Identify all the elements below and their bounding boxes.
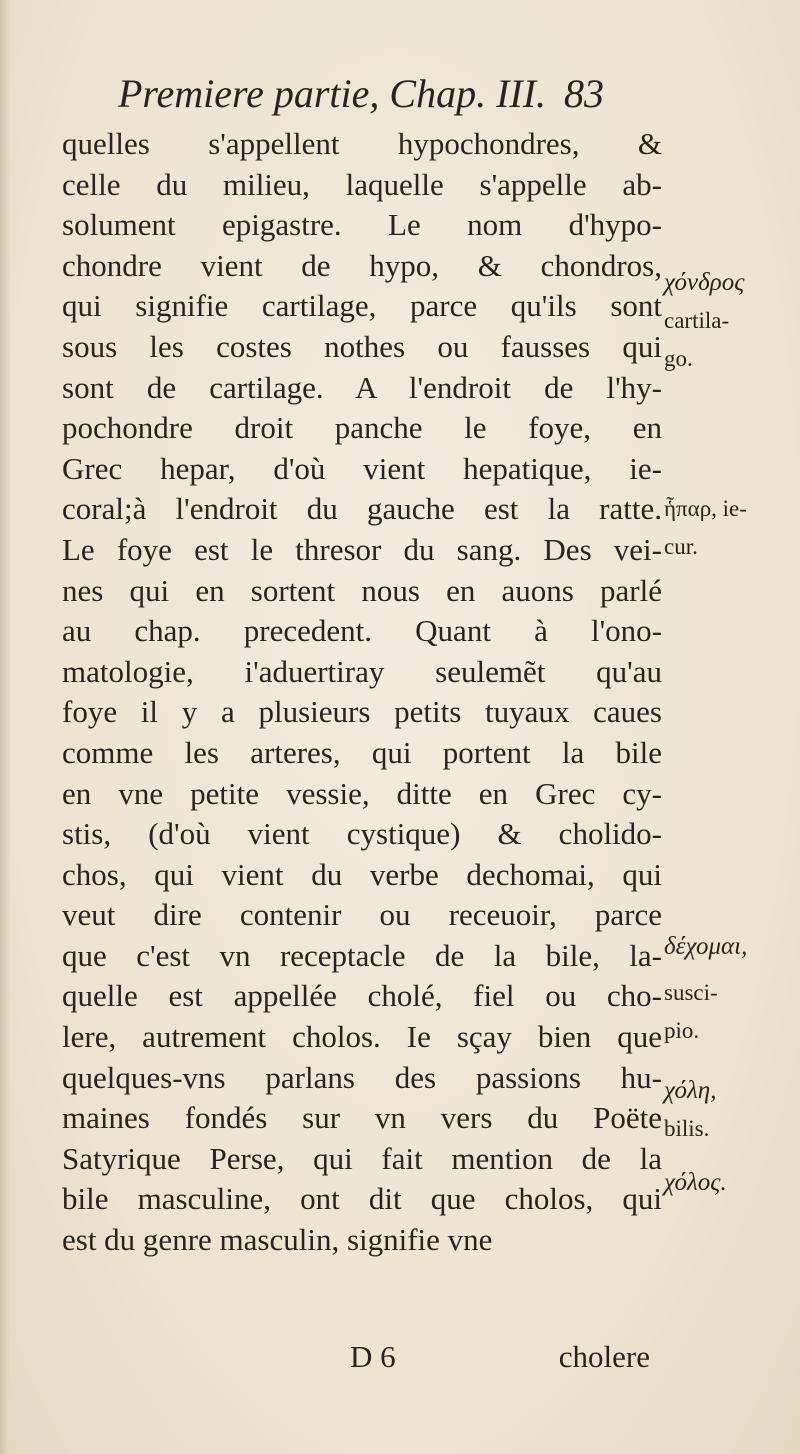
text-line: bile masculine, ont dit que cholos, qui xyxy=(62,1181,662,1217)
text-line: pochondre droit panche le foye, en xyxy=(62,410,662,446)
page-number: 83 xyxy=(564,71,605,116)
text-line: en vne petite vessie, ditte en Grec cy- xyxy=(62,775,662,811)
text-line: lere, autrement cholos. Ie sçay bien que xyxy=(62,1019,662,1055)
signature-mark: D 6 xyxy=(350,1339,396,1374)
margin-note: cur. xyxy=(664,534,698,559)
text-line: quelles s'appellent hypochondres, & xyxy=(62,126,662,161)
text-line: qui signifie cartilage, parce qu'ils sont xyxy=(62,288,662,324)
text-line: quelques-vns parlans des passions hu- xyxy=(62,1059,662,1095)
text-line: foye il y a plusieurs petits tuyaux caues xyxy=(62,694,662,730)
page-footer xyxy=(62,1335,662,1379)
text-line: chondre vient de hypo, & chondros, xyxy=(62,247,662,283)
text-line: matologie, i'aduertiray seulemẽt qu'au xyxy=(62,653,662,689)
body-text xyxy=(62,124,662,1261)
text-line: Le foye est le thresor du sang. Des vei- xyxy=(62,531,662,567)
text-line: que c'est vn receptacle de la bile, la- xyxy=(62,937,662,973)
text-line: comme les arteres, qui portent la bile xyxy=(62,734,662,770)
text-line: nes qui en sortent nous en auons parlé xyxy=(62,572,662,608)
text-line: Satyrique Perse, qui fait mention de la xyxy=(62,1140,662,1176)
text-line: stis, (d'où vient cystique) & cholido- xyxy=(62,816,662,852)
text-line: sous les costes nothes ou fausses qui xyxy=(62,328,662,364)
page-gutter-edge xyxy=(0,0,10,1454)
margin-note: χόνδρος xyxy=(664,269,745,296)
text-line: celle du milieu, laquelle s'appelle ab- xyxy=(62,166,662,202)
text-line: sont de cartilage. A l'endroit de l'hy- xyxy=(62,369,662,405)
text-line: au chap. precedent. Quant à l'ono- xyxy=(62,613,662,649)
text-line: maines fondés sur vn vers du Poëte xyxy=(62,1100,662,1136)
margin-note: χόλος. xyxy=(664,1169,727,1196)
margin-note: δέχομαι, xyxy=(664,933,748,960)
text-line: quelle est appellée cholé, fiel ou cho- xyxy=(62,978,662,1014)
text-line: chos, qui vient du verbe dechomai, qui xyxy=(62,856,662,892)
margin-note: χόλη, xyxy=(664,1077,717,1104)
header-title: Premiere partie, Chap. III. xyxy=(118,71,547,116)
margin-note: susci- xyxy=(664,980,718,1005)
margin-note: go. xyxy=(664,346,693,371)
text-line: veut dire contenir ou receuoir, parce xyxy=(62,897,662,933)
text-line: solument epigastre. Le nom d'hypo- xyxy=(62,207,662,243)
running-header xyxy=(118,68,658,120)
text-line: est du genre masculin, signifie vne xyxy=(62,1222,493,1258)
catchword: cholere xyxy=(558,1339,650,1374)
margin-note: cartila- xyxy=(664,308,730,333)
text-line: coral;à l'endroit du gauche est la ratte. xyxy=(62,491,662,527)
margin-note: ἧπαρ, ie- xyxy=(664,496,747,521)
text-line: Grec hepar, d'où vient hepatique, ie- xyxy=(62,450,662,486)
margin-note: bilis. xyxy=(664,1116,710,1141)
margin-note: pio. xyxy=(664,1018,700,1043)
